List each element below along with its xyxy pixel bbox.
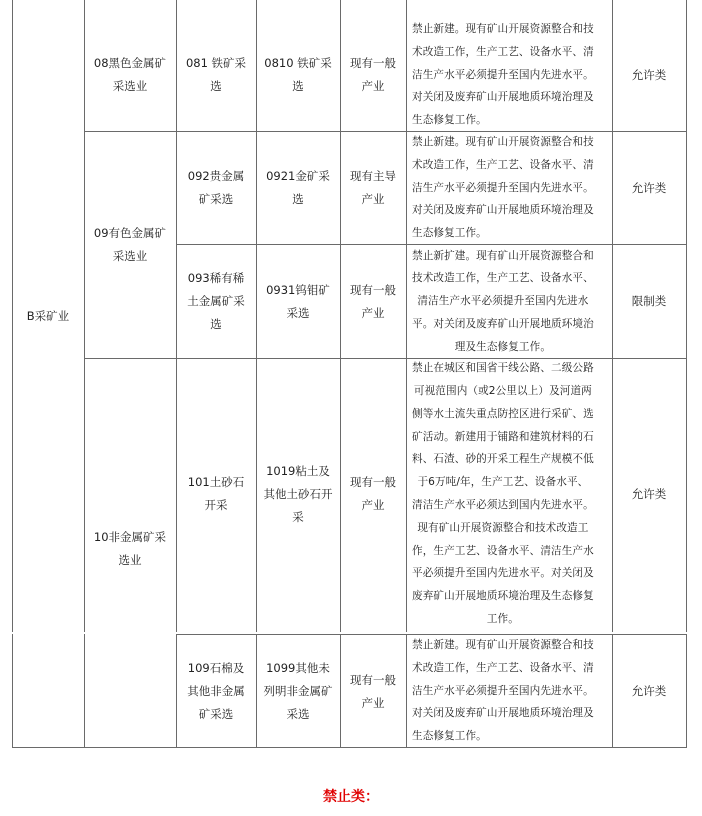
table-row-5-small-class: 1099其他未 列明非金属矿 采选 bbox=[263, 661, 333, 721]
grid-line bbox=[176, 0, 177, 632]
grid-line bbox=[84, 131, 687, 132]
grid-line bbox=[686, 0, 687, 632]
table-row-5-measures: 禁止新建。现有矿山开展资源整合和技 术改造工作，生产工艺、设备水平、清 洁生产水平必须提升至国内先进水平。 对关闭及废弃矿山开展地质环境治理及 生态修复工作。 bbox=[412, 639, 594, 743]
category-cell bbox=[12, 0, 84, 632]
table-row-1-mid-class: 081 铁矿采 选 bbox=[185, 56, 247, 93]
table-row-1-big-class: 08黑色金属矿 采选业 bbox=[93, 56, 167, 93]
table-row-4-big-class: 10非金属矿采 选业 bbox=[93, 530, 167, 567]
grid-line bbox=[12, 747, 687, 748]
grid-line bbox=[612, 0, 613, 632]
table-row-2-small-class: 0921金矿采 选 bbox=[266, 169, 330, 206]
table-row-4-small-class: 1019粘土及 其他土砂石开 采 bbox=[263, 463, 333, 524]
table-row-1-industry-type: 现有一般 产业 bbox=[350, 56, 396, 93]
category-label: B采矿业 bbox=[26, 308, 70, 323]
grid-line bbox=[176, 634, 687, 635]
table-row-4-mid-class: 101土砂石 开采 bbox=[187, 475, 245, 512]
table-row-5-classification: 允许类 bbox=[631, 684, 667, 698]
grid-line bbox=[340, 0, 341, 632]
table-row-1-small-class: 0810 铁矿采 选 bbox=[264, 56, 332, 93]
table-row-3-classification: 限制类 bbox=[631, 294, 667, 308]
table-row-2-classification: 允许类 bbox=[631, 180, 667, 195]
table-row-4-classification: 允许类 bbox=[631, 486, 667, 501]
table-row-3-small-class: 0931钨钼矿 采选 bbox=[266, 282, 330, 320]
table-row-1-classification: 允许类 bbox=[631, 67, 667, 82]
grid-line bbox=[12, 634, 13, 748]
prohibited-category-heading: 禁止类： bbox=[323, 789, 379, 805]
table-row-5-industry-type: 现有一般 产业 bbox=[350, 672, 396, 710]
grid-line bbox=[84, 0, 85, 632]
grid-line bbox=[176, 634, 177, 748]
table-row-2-big-class: 09有色金属矿 采选业 bbox=[93, 226, 167, 263]
table-row-3-measures: 禁止新扩建。现有矿山开展资源整合和 技术改造工作，生产工艺、设备水平、 清洁生产水平必须提升至国内先进水 平。对关闭及废弃矿山开展地质环境治 理及生态修复工作。 bbox=[412, 249, 594, 353]
table-row-4-measures: 禁止在城区和国省干线公路、二级公路 可视范围内（或2公里以上）及河道两 侧等水土流失重点防控区进行采矿、选 矿活动。新建用于铺路和建筑材料的石 料、石渣、砂的开采工程生产规模不低 于6万吨/年，生产工艺、设备水平、 清洁生产水平必须达到国内先进水平。 现有矿山开展资源整合和技术改造工 作，生产工艺、设备水平、清洁生产水 平必须提升至国内先进水平。对关闭及 废弃矿山开展地质环境治理及生态修复 工作。 bbox=[412, 362, 594, 625]
grid-line bbox=[84, 358, 687, 359]
table-row-1-measures: 禁止新建。现有矿山开展资源整合和技 术改造工作，生产工艺、设备水平、清 洁生产水平必须提升至国内先进水平。 对关闭及废弃矿山开展地质环境治理及 生态修复工作。 bbox=[412, 23, 594, 127]
grid-line bbox=[12, 0, 13, 632]
grid-line bbox=[256, 0, 257, 632]
table-row-3-mid-class: 093稀有稀 土金属矿采 选 bbox=[187, 271, 245, 331]
grid-line bbox=[176, 244, 687, 245]
grid-line bbox=[256, 634, 257, 748]
table-row-3-industry-type: 现有一般 产业 bbox=[350, 282, 396, 320]
grid-line bbox=[84, 634, 85, 748]
table-row-5-mid-class: 109石棉及 其他非金属 矿采选 bbox=[187, 661, 245, 721]
table-row-2-industry-type: 现有主导 产业 bbox=[350, 169, 396, 206]
grid-line bbox=[406, 0, 407, 632]
grid-line bbox=[612, 634, 613, 748]
grid-line bbox=[340, 634, 341, 748]
table-row-2-mid-class: 092贵金属 矿采选 bbox=[187, 169, 245, 206]
grid-line bbox=[406, 634, 407, 748]
table-row-2-measures: 禁止新建。现有矿山开展资源整合和技 术改造工作，生产工艺、设备水平、清 洁生产水平必须提升至国内先进水平。 对关闭及废弃矿山开展地质环境治理及 生态修复工作。 bbox=[412, 136, 594, 240]
grid-line bbox=[686, 634, 687, 748]
table-row-4-industry-type: 现有一般 产业 bbox=[350, 475, 396, 512]
